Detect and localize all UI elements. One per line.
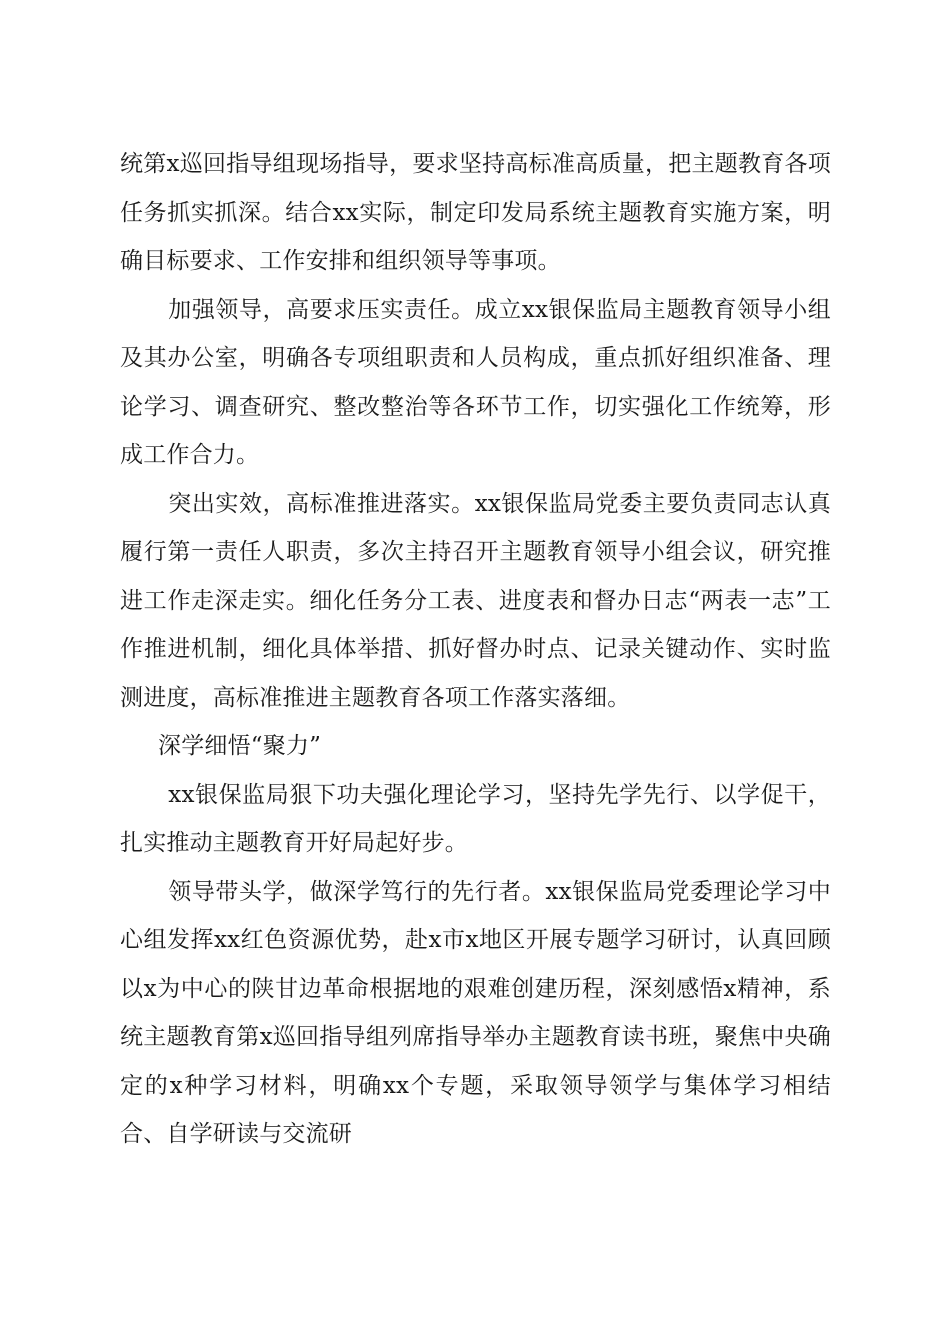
paragraph-highlight-results: 突出实效，高标准推进落实。xx银保监局党委主要负责同志认真履行第一责任人职责，多次主持召开主题教育领导小组会议，研究推进工作走深走实。细化任务分工表、进度表和督办日志“两表一志”工作推进机制，细化具体举措、抓好督办时点、记录关键动作、实时监测进度，高标准推进主题教育各项工作落实落细。: [120, 490, 831, 711]
paragraph-continuation: 统第x巡回指导组现场指导，要求坚持高标准高质量，把主题教育各项任务抓实抓深。结合xx实际，制定印发局系统主题教育实施方案，明确目标要求、工作安排和组织领导等事项。: [120, 151, 831, 274]
section-heading: 深学细悟“聚力”: [158, 733, 322, 759]
paragraph-strengthen-leadership: 加强领导，高要求压实责任。成立xx银保监局主题教育领导小组及其办公室，明确各专项组职责和人员构成，重点抓好组织准备、理论学习、调查研究、整改整治等各环节工作，切实强化工作统筹，形成工作合力。: [120, 296, 831, 468]
paragraph-theory-study: xx银保监局狠下功夫强化理论学习，坚持先学先行、以学促干，扎实推动主题教育开好局起好步。: [120, 781, 831, 856]
document-body: [120, 140, 831, 1159]
paragraph-leaders-study: 领导带头学，做深学笃行的先行者。xx银保监局党委理论学习中心组发挥xx红色资源优势，赴x市x地区开展专题学习研讨，认真回顾以x为中心的陕甘边革命根据地的艰难创建历程，深刻感悟x精神，系统主题教育第x巡回指导组列席指导举办主题教育读书班，聚焦中央确定的x种学习材料，明确xx个专题，采取领导领学与集体学习相结合、自学研读与交流研: [120, 878, 831, 1147]
